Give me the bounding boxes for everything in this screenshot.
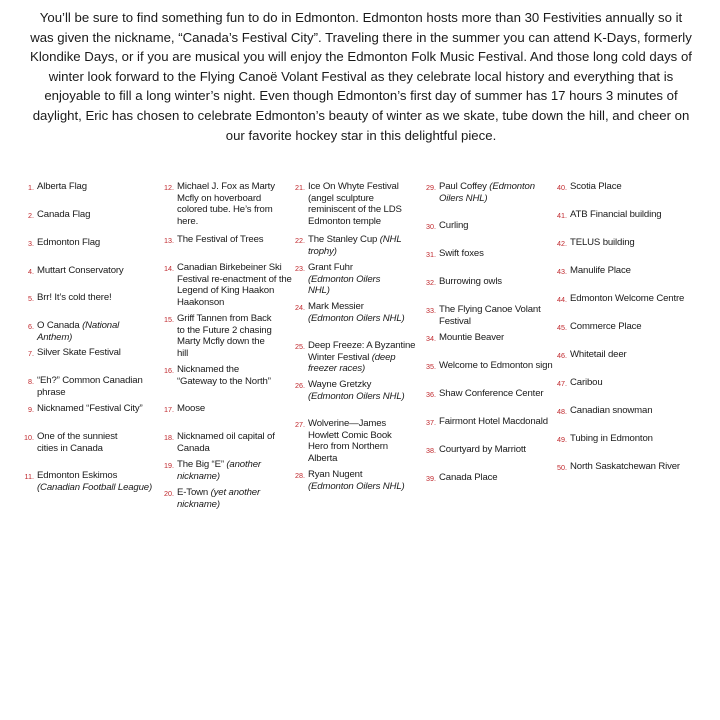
legend-text: Silver Skate Festival [37,347,121,358]
legend-text: Edmonton Eskimos (Canadian Football League) [37,470,153,493]
intro-paragraph: You’ll be sure to find something fun to do in Edmonton. Edmonton hosts more than 30 Festivities annually so it was given the nickname, “Canada’s Festival City”. Traveling there in the summer you can attend K-Days, formerly Klondike Days, or if you are musical you will enjoy the Edmonton Folk Music Festival. And those long cold days of winter look forward to the Flying Canoë Volant Festival as they celebrate local history and everything that is enjoyable to fill a long winter’s night. Even though Edmonton’s first day of summer has 17 hours 3 minutes of daylight, Eric has chosen to celebrate Edmonton’s beauty of winter as we skate, tube down the hill, and cheer on our favorite hockey star in this delightful piece. [30,10,692,143]
legend-number: 41. [557,211,567,220]
legend-number: 16. [164,366,174,375]
legend-text: Canada Flag [37,209,91,220]
legend-number: 20. [164,489,174,498]
legend-number: 21. [295,183,305,192]
legend-number: 32. [426,278,436,287]
legend-number: 48. [557,407,567,416]
legend-text: Burrowing owls [439,276,502,287]
legend-number: 15. [164,315,174,324]
legend-number: 6. [28,322,34,331]
legend-text: Paul Coffey (Edmonton Oilers NHL) [439,181,535,204]
legend-text: Fairmont Hotel Macdonald [439,416,548,427]
legend-number: 35. [426,362,436,371]
legend-text: Scotia Place [570,181,622,192]
legend-number: 30. [426,222,436,231]
legend-number: 45. [557,323,567,332]
legend-number: 29. [426,183,436,192]
legend-text: Nicknamed “Festival City” [37,403,143,414]
legend-number: 50. [557,463,567,472]
legend-text: Manulife Place [570,265,631,276]
legend-text: North Saskatchewan River [570,461,680,472]
legend-text: Welcome to Edmonton sign [439,360,553,371]
legend-text: The Festival of Trees [177,234,264,245]
legend-text: Canadian Birkebeiner Ski Festival re-enactment of the Legend of King Haakon Haakonson [177,262,292,308]
legend-number: 9. [28,405,34,414]
legend-number: 7. [28,349,34,358]
legend-number: 39. [426,474,436,483]
legend-text: Deep Freeze: A Byzantine Winter Festival (deep freezer races) [308,340,416,374]
legend-number: 34. [426,334,436,343]
legend-number: 14. [164,264,174,273]
legend-text: Canadian snowman [570,405,653,416]
legend-number: 3. [28,239,34,248]
legend-text: ATB Financial building [570,209,662,220]
legend-text: “Eh?” Common Canadian phrase [37,375,143,398]
legend-text: The Big “E” (another nickname) [177,459,261,482]
legend-number: 33. [426,306,436,315]
legend-text: Nicknamed the “Gateway to the North” [177,364,271,387]
legend-text: Muttart Conservatory [37,265,124,276]
legend-text: The Stanley Cup (NHL trophy) [308,234,402,257]
legend-number: 47. [557,379,567,388]
legend-text: Canada Place [439,472,498,483]
legend-text: Alberta Flag [37,181,87,192]
legend-text: Caribou [570,377,603,388]
legend-number: 27. [295,420,305,429]
legend-number: 44. [557,295,567,304]
legend-number: 43. [557,267,567,276]
legend-number: 12. [164,183,174,192]
legend-number: 2. [28,211,34,220]
legend-number: 5. [28,294,34,303]
legend-number: 11. [24,472,34,481]
legend-text: Moose [177,403,206,414]
legend-number: 4. [28,267,34,276]
legend-number: 24. [295,303,305,312]
legend-text: Brr! It’s cold there! [37,292,112,303]
legend-number: 19. [164,461,174,470]
legend-text: Ryan Nugent (Edmonton Oilers NHL) [308,469,405,492]
legend-number: 22. [295,236,305,245]
legend-number: 31. [426,250,436,259]
legend-number: 13. [164,236,174,245]
legend-number: 17. [164,405,174,414]
legend-text: Swift foxes [439,248,484,259]
legend-text: E-Town (yet another nickname) [177,487,261,510]
legend-text: Wayne Gretzky (Edmonton Oilers NHL) [308,379,405,402]
legend-text: Commerce Place [570,321,642,332]
legend-number: 38. [426,446,436,455]
legend-number: 40. [557,183,567,192]
legend-text: Griff Tannen from Back to the Future 2 chasing Marty Mcfly down the hill [177,313,272,359]
legend-text: TELUS building [570,237,635,248]
legend-text: Edmonton Welcome Centre [570,293,685,304]
legend-number: 28. [295,471,305,480]
legend-number: 37. [426,418,436,427]
legend-number: 49. [557,435,567,444]
legend-text: Wolverine—James Howlett Comic Book Hero from Northern Alberta [308,418,392,464]
legend-text: Michael J. Fox as Marty Mcfly on hoverboard colored tube. He’s from here. [177,181,275,227]
legend-text: Curling [439,220,469,231]
legend-number: 18. [164,433,174,442]
legend-number: 1. [28,183,34,192]
legend-text: Nicknamed oil capital of Canada [177,431,275,454]
legend-text: Ice On Whyte Festival (angel sculpture reminiscent of the LDS Edmonton temple [308,181,402,227]
legend-text: O Canada (National Anthem) [37,320,120,343]
legend-number: 42. [557,239,567,248]
legend-number: 26. [295,381,305,390]
legend-number: 46. [557,351,567,360]
legend-text: Tubing in Edmonton [570,433,653,444]
legend-text: Shaw Conference Center [439,388,544,399]
legend-text: Whitetail deer [570,349,627,360]
legend-text: The Flying Canoe Volant Festival [439,304,541,327]
legend-text: Courtyard by Marriott [439,444,526,455]
legend-text: One of the sunniest cities in Canada [37,431,118,454]
legend-number: 36. [426,390,436,399]
legend-number: 23. [295,264,305,273]
legend-number: 8. [28,377,34,386]
legend-text: Mountie Beaver [439,332,505,343]
legend-number: 10. [24,433,34,442]
legend-text: Grant Fuhr (Edmonton Oilers NHL) [308,262,381,296]
legend-text: Mark Messier (Edmonton Oilers NHL) [308,301,405,324]
legend-number: 25. [295,342,305,351]
legend-text: Edmonton Flag [37,237,101,248]
